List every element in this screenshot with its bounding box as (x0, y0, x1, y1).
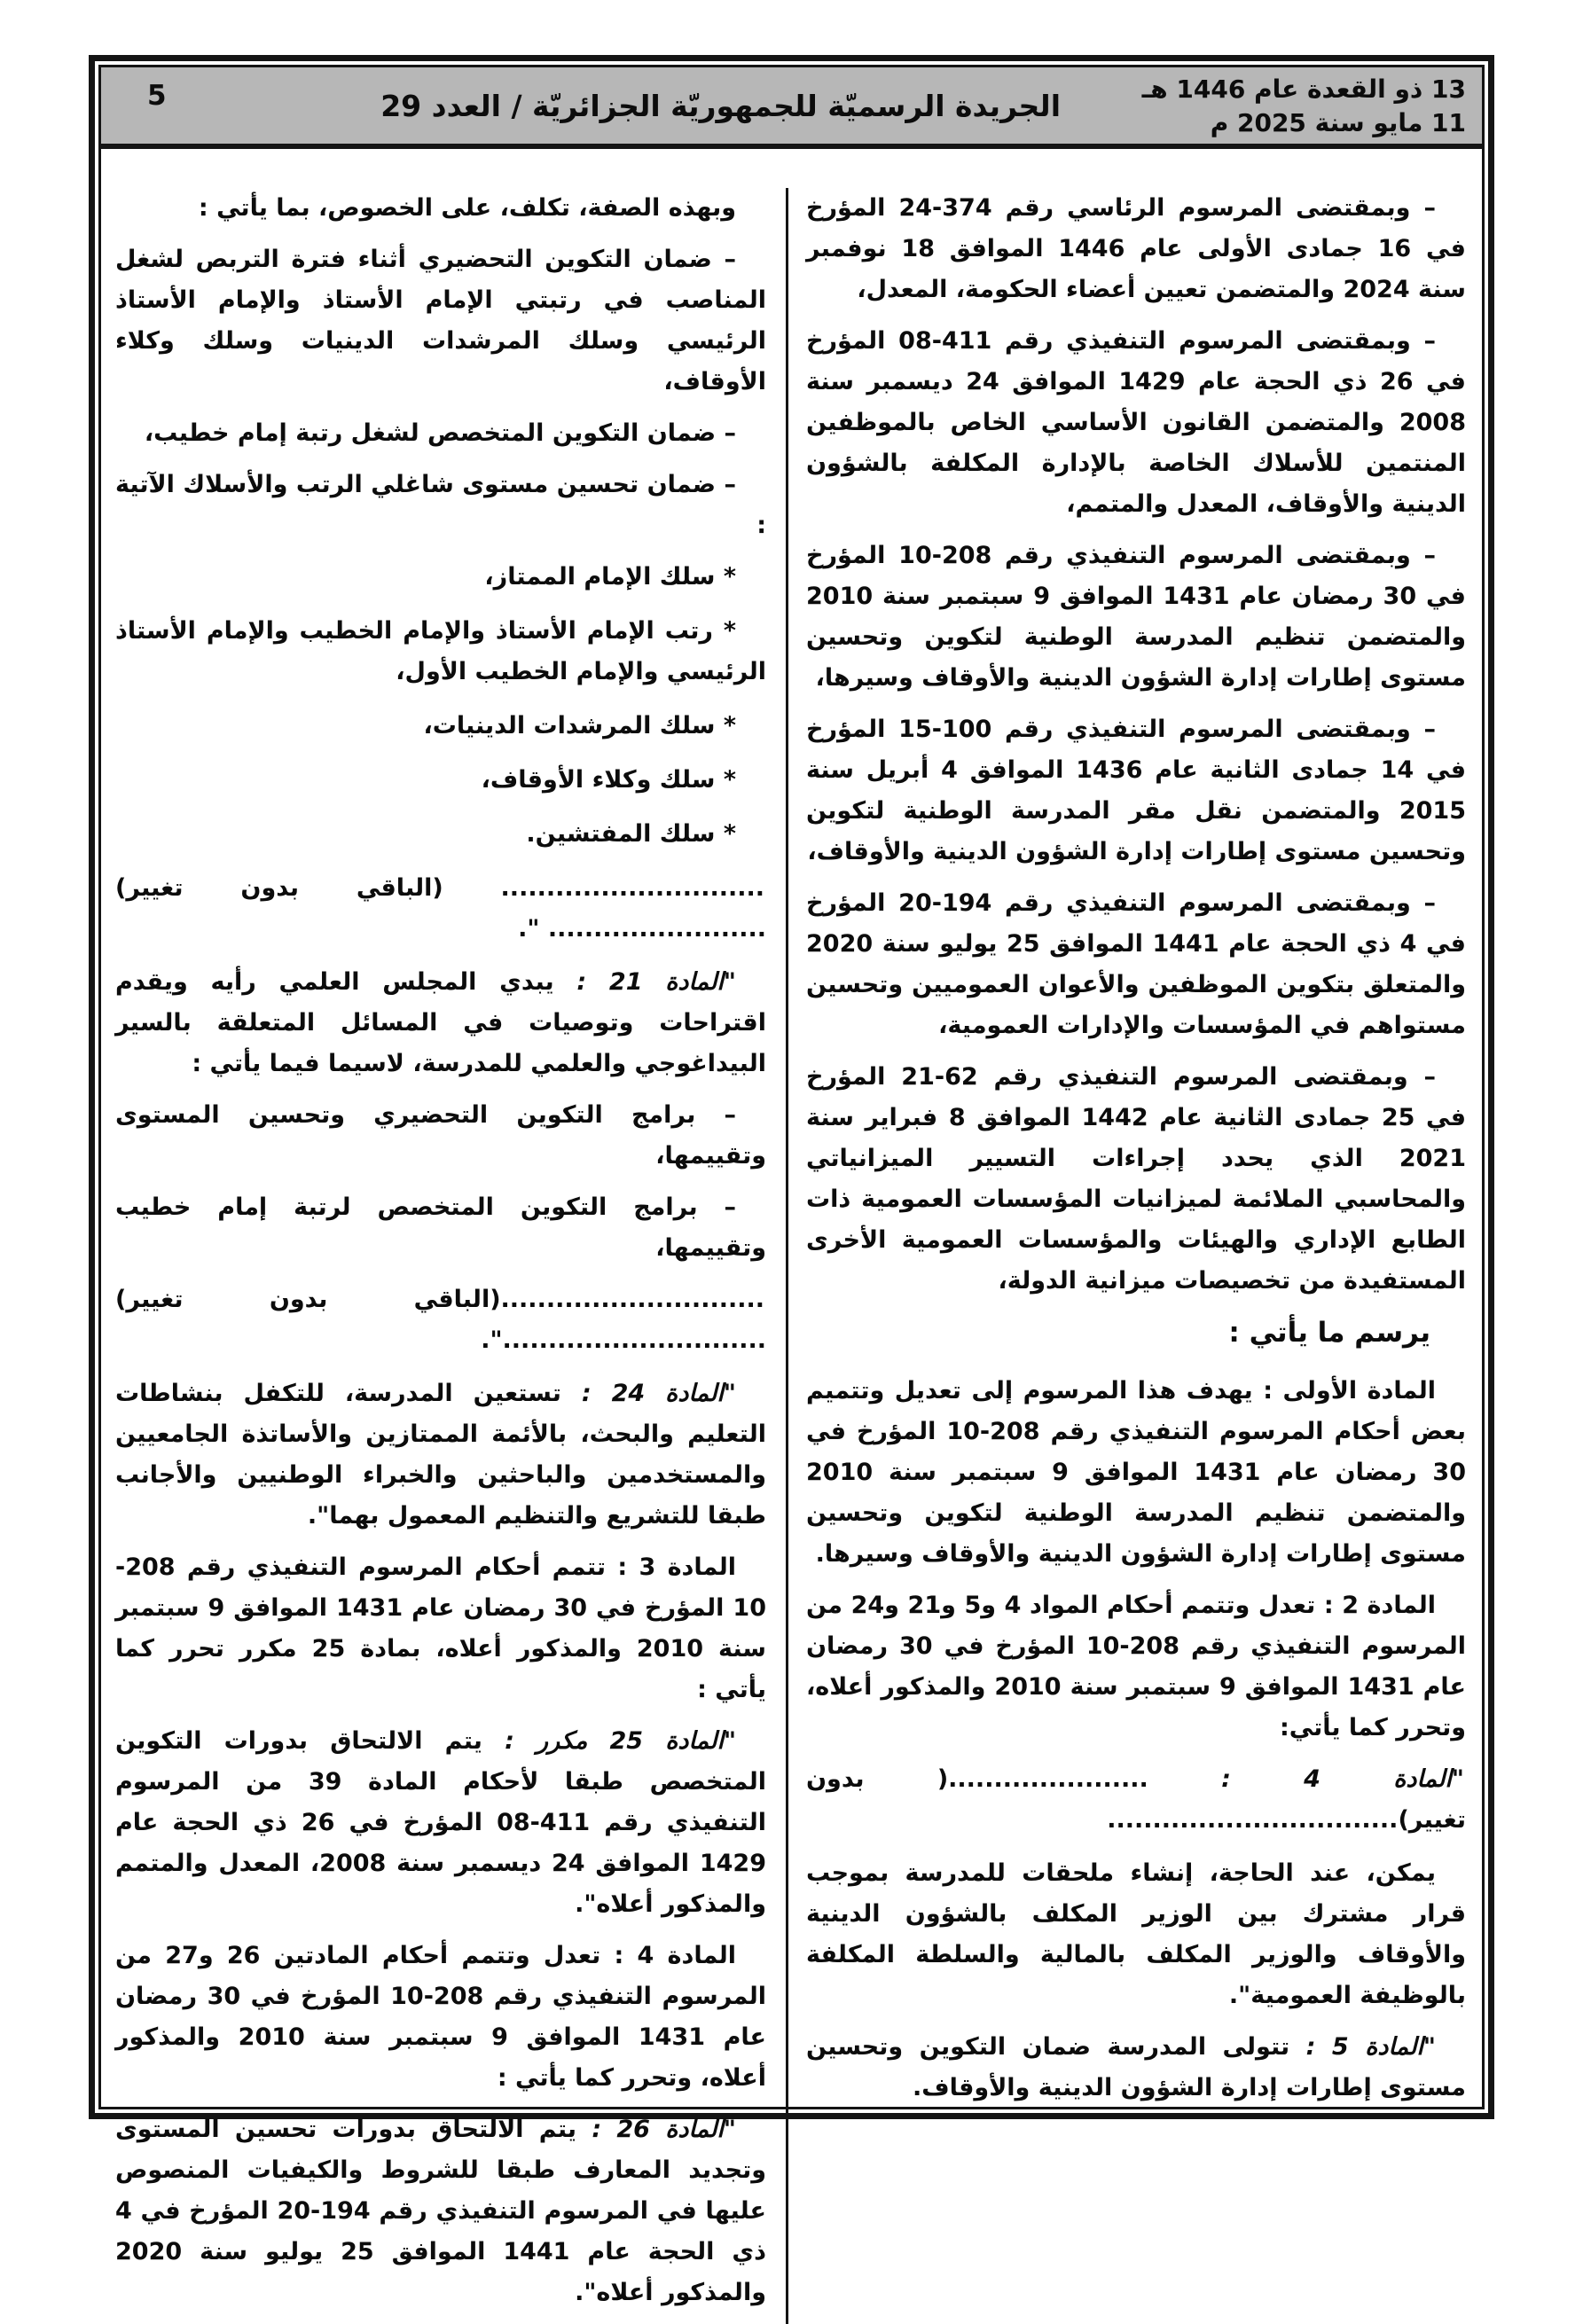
mission-item: – ضمان التكوين التحضيري أثناء فترة التربص لشغل المناصب في رتبتي الإمام الأستاذ والإمام الأستاذ الرئيسي وسلك المرشدات الدينيات وسلك وكلاء الأوقاف، (115, 246, 766, 395)
article-2: المادة 2 : تعدل وتتمم أحكام المواد 4 و5 و21 و24 من المرسوم التنفيذي رقم 208-10 المؤرخ في 30 رمضان عام 1431 الموافق 9 سبتمبر سنة 2010 والمذكور أعلاه، وتحرر كما يأتي: (806, 1592, 1467, 1741)
article-1: المادة الأولى : يهدف هذا المرسوم إلى تعديل وتتميم بعض أحكام المرسوم التنفيذي رقم 208-10 المؤرخ في 30 رمضان عام 1431 الموافق 9 سبتمبر سنة 2010 والمتضمن تنظيم المدرسة الوطنية لتكوين وتحسين مستوى إطارات إدارة الشؤون الدينية والأوقاف وسيرها. (806, 1377, 1466, 1568)
corps-item: * رتب الإمام الأستاذ والإمام الخطيب والإمام الأستاذ الرئيسي والإمام الخطيب الأول، (115, 617, 766, 685)
article-label: المادة الأولى : (1263, 1377, 1436, 1405)
article-label: المادة 2 : (1323, 1592, 1436, 1619)
quoted-article-4-body: يمكن، عند الحاجة، إنشاء ملحقات للمدرسة بموجب قرار مشترك بين الوزير المكلف بالشؤون الدينية والأوقاف والوزير المكلف بالمالية والسلطة المكلفة بالوظيفة العمومية". (806, 1859, 1466, 2009)
visa-clause: – وبمقتضى المرسوم التنفيذي رقم 208-10 المؤرخ في 30 رمضان عام 1431 الموافق 9 سبتمبر سنة 2010 والمتضمن تنظيم المدرسة الوطنية لتكوين وتحسين مستوى إطارات إدارة الشؤون الدينية والأوقاف وسيرها، (806, 542, 1466, 692)
corps-item: * سلك المرشدات الدينيات، (423, 712, 736, 739)
article-label: "المادة 24 : (581, 1380, 736, 1407)
page-frame (89, 55, 1494, 2306)
quoted-article-21: "المادة 21 : يبدي المجلس العلمي رأيه ويقدم اقتراحات وتوصيات في المسائل المتعلقة بالسير البيداغوجي والعلمي للمدرسة، لاسيما فيما يأتي : (115, 968, 766, 1077)
program-item: – برامج التكوين المتخصص لرتبة إمام خطيب وتقييمها، (115, 1193, 766, 1262)
unchanged-ellipsis: .............................(الباقي بدون تغيير) .............................". (115, 1286, 766, 1354)
visa-clause: – وبمقتضى المرسوم الرئاسي رقم 374-24 المؤرخ في 16 جمادى الأولى عام 1446 الموافق 18 نوفمبر سنة 2024 والمتضمن تعيين أعضاء الحكومة، المعدل، (806, 194, 1466, 303)
corps-item: * سلك الإمام الممتاز، (484, 563, 736, 591)
page-inner-frame (98, 65, 1485, 2306)
article-4: المادة 4 : تعدل وتتمم أحكام المادتين 26 و27 من المرسوم التنفيذي رقم 208-10 المؤرخ في 30 رمضان عام 1431 الموافق 9 سبتمبر سنة 2010 والمذكور أعلاه، وتحرر كما يأتي : (115, 1942, 767, 2092)
quoted-article-5: "المادة 5 : تتولى المدرسة ضمان التكوين وتحسين مستوى إطارات إدارة الشؤون الدينية والأوقاف. (806, 2033, 1466, 2101)
article-label: "المادة 21 : (576, 968, 737, 996)
enactment-heading: يرسم ما يأتي : (1228, 1317, 1430, 1349)
quoted-article-24: "المادة 24 : تستعين المدرسة، للتكفل بنشاطات التعليم والبحث، بالأئمة الممتازين والأساتذة الجامعيين والمستخدمين والباحثين والخبراء الوطنيين والأجانب طبقا للتشريع والتنظيم المعمول بهما". (115, 1380, 766, 1530)
article-label: "المادة 26 : (592, 2116, 736, 2143)
unchanged-ellipsis: ............................. (الباقي بدون تغيير) ........................ ". (115, 874, 766, 943)
mission-item: – ضمان تحسين مستوى شاغلي الرتب والأسلاك الآتية : (115, 471, 766, 539)
article-label: المادة 3 : (617, 1553, 737, 1581)
corps-item: * سلك وكلاء الأوقاف، (481, 766, 736, 794)
corps-item: * سلك المفتشين. (526, 820, 736, 848)
issue-dates (1142, 71, 1482, 140)
column-right (788, 188, 1482, 2324)
page-body (101, 149, 1482, 2324)
article-label: المادة 4 : (614, 1942, 736, 1969)
gregorian-date: 11 مايو سنة 2025 م (1210, 108, 1466, 137)
quoted-article-26: "المادة 26 : يتم الالتحاق بدورات تحسين المستوى وتجديد المعارف طبقا للشروط والكيفيات المنصوص عليها في المرسوم التنفيذي رقم 194-20 المؤرخ في 4 ذي الحجة عام 1441 الموافق 25 يوليو سنة 2020 والمذكور أعلاه". (115, 2116, 766, 2306)
program-item: – برامج التكوين التحضيري وتحسين المستوى وتقييمها، (115, 1101, 766, 1170)
article-label: "المادة 5 : (1305, 2033, 1436, 2061)
page-number: 5 (147, 80, 167, 112)
hijri-date: 13 ذو القعدة عام 1446 هـ (1141, 74, 1466, 104)
article-label: "المادة 25 مكرر : (505, 1727, 737, 1755)
visa-clause: – وبمقتضى المرسوم التنفيذي رقم 62-21 المؤرخ في 25 جمادى الثانية عام 1442 الموافق 8 فبراير سنة 2021 الذي يحدد إجراءات التسيير الميزانياتي والمحاسبي الملائمة لميزانيات المؤسسات العمومية ذات الطابع الإداري والهيئات والمؤسسات العمومية الأخرى المستفيدة من تخصيصات ميزانية الدولة، (806, 1063, 1466, 1295)
article-3: المادة 3 : تتمم أحكام المرسوم التنفيذي رقم 208-10 المؤرخ في 30 رمضان عام 1431 الموافق 9 سبتمبر سنة 2010 والمذكور أعلاه، بمادة 25 مكرر تحرر كما يأتي : (115, 1553, 766, 1703)
visa-clause: – وبمقتضى المرسوم التنفيذي رقم 411-08 المؤرخ في 26 ذي الحجة عام 1429 الموافق 24 ديسمبر سنة 2008 والمتضمن القانون الأساسي الخاص بالموظفين المنتمين للأسلاك الخاصة بالإدارة المكلفة بالشؤون الدينية والأوقاف، المعدل والمتمم، (806, 327, 1466, 518)
gazette-masthead (101, 67, 1482, 149)
quoted-article-4: "المادة 4 : ......................( بدون تغيير)................................ (806, 1765, 1466, 1834)
column-left (101, 188, 788, 2324)
quoted-article-25bis: "المادة 25 مكرر : يتم الالتحاق بدورات التكوين المتخصص طبقا لأحكام المادة 39 من المرسوم التنفيذي رقم 411-08 المؤرخ في 26 ذي الحجة عام 1429 الموافق 24 ديسمبر سنة 2008، المعدل والمتمم والمذكور أعلاه". (115, 1727, 766, 1918)
visa-clause: – وبمقتضى المرسوم التنفيذي رقم 194-20 المؤرخ في 4 ذي الحجة عام 1441 الموافق 25 يوليو سنة 2020 والمتعلق بتكوين الموظفين والأعوان العموميين وتحسين مستواهم في المؤسسات والإدارات العمومية، (806, 889, 1466, 1039)
mission-item: – ضمان التكوين المتخصص لشغل رتبة إمام خطيب، (144, 419, 736, 447)
visa-clause: – وبمقتضى المرسوم التنفيذي رقم 100-15 المؤرخ في 14 جمادى الثانية عام 1436 الموافق 4 أبريل سنة 2015 والمتضمن نقل مقر المدرسة الوطنية لتكوين وتحسين مستوى إطارات إدارة الشؤون الدينية والأوقاف، (806, 716, 1466, 865)
mission-intro: وبهذه الصفة، تكلف، على الخصوص، بما يأتي : (198, 194, 736, 222)
article-label: "المادة 4 : (1221, 1765, 1464, 1793)
gazette-title: الجريدة الرسميّة للجمهوريّة الجزائريّة / العدد 29 (380, 88, 1061, 123)
